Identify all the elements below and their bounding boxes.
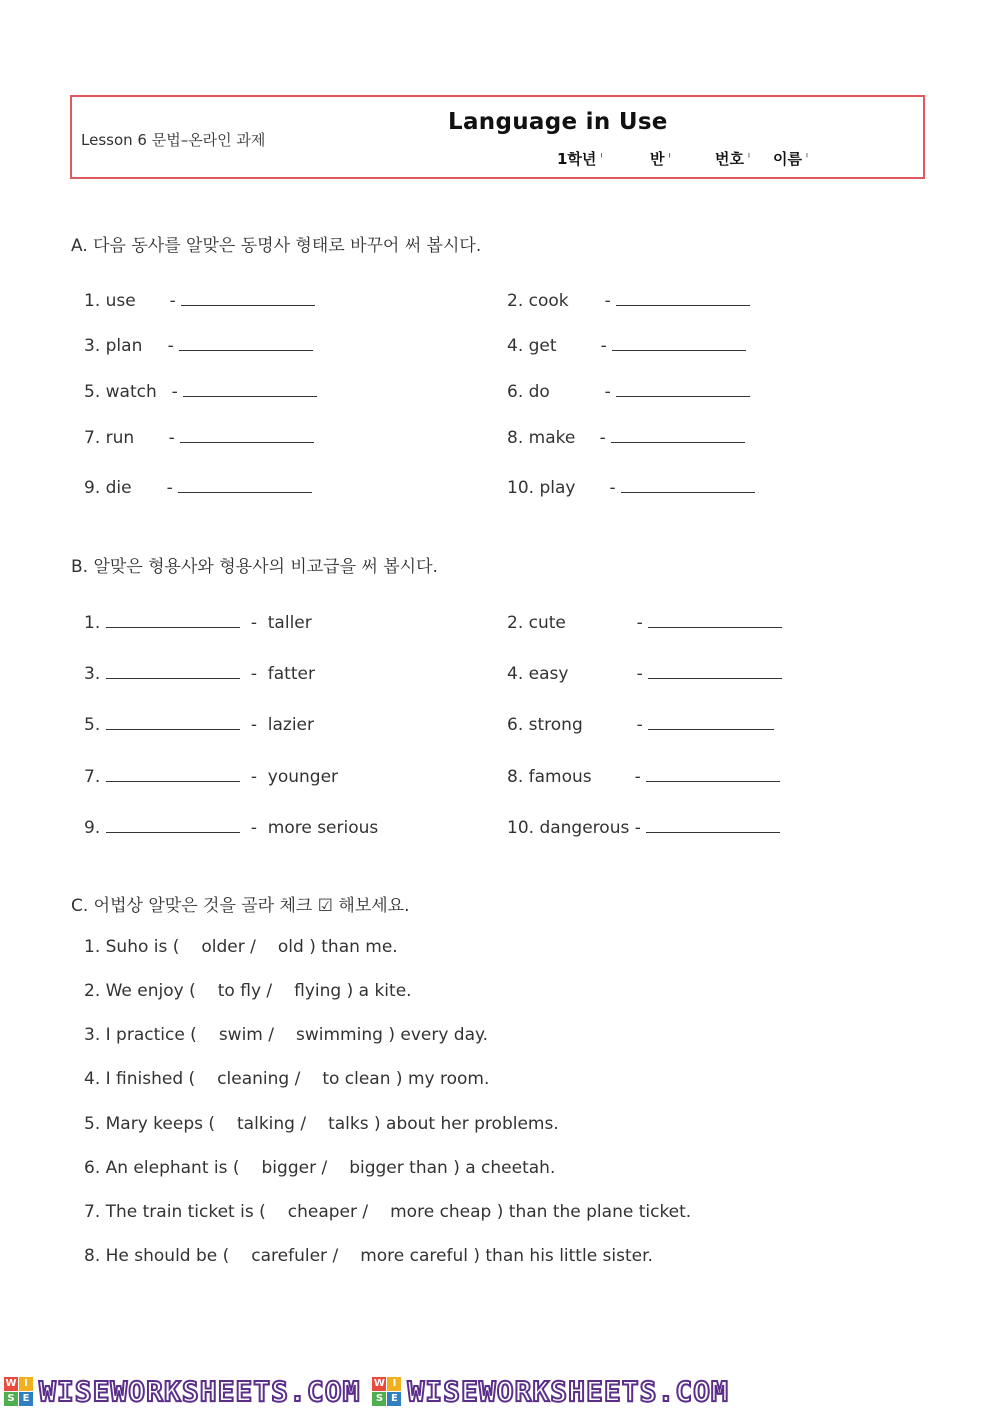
choice-option[interactable]: swimming [296,1025,383,1045]
section-a-item: 8. make - [507,426,745,448]
section-c-item: 7. The train ticket is ( cheaper / more cheap ) than the plane ticket. [84,1202,692,1222]
answer-blank[interactable] [106,816,240,833]
answer-blank[interactable] [183,380,317,397]
choice-option[interactable]: carefuler / [251,1246,339,1266]
answer-blank[interactable] [646,816,780,833]
section-a-item: 10. play - [507,476,755,498]
choice-option[interactable]: cleaning / [217,1069,301,1089]
section-c-item: 2. We enjoy ( to fly / flying ) a kite. [84,981,412,1001]
section-c-item: 3. I practice ( swim / swimming ) every day. [84,1025,489,1045]
answer-blank[interactable] [648,611,782,628]
answer-blank[interactable] [648,713,774,730]
answer-blank[interactable] [648,662,782,679]
header-box [70,95,925,179]
section-a-item: 3. plan - [84,334,313,356]
section-a-item: 1. use - [84,289,315,311]
choice-option[interactable]: bigger than [349,1158,448,1178]
section-c-item: 5. Mary keeps ( talking / talks ) about her problems. [84,1114,559,1134]
section-b-item: 8. famous - [507,765,780,787]
answer-blank[interactable] [616,380,750,397]
section-b-item: 10. dangerous - [507,816,780,838]
choice-option[interactable]: to fly / [217,981,273,1001]
section-c-item: 6. An elephant is ( bigger / bigger than ) a cheetah. [84,1158,556,1178]
page-title: Language in Use [448,109,668,135]
section-b-item: 2. cute - [507,611,782,633]
section-b-item: 5. - lazier [84,715,315,735]
section-b-item: 6. strong - [507,713,774,735]
number-field: 번호 $^ˡ$ [715,150,750,168]
section-a-title: A. 다음 동사를 알맞은 동명사 형태로 바꾸어 써 봅시다. [71,236,482,256]
section-b-item: 1. - taller [84,613,312,633]
answer-blank[interactable] [106,713,240,730]
answer-blank[interactable] [106,611,240,628]
answer-blank[interactable] [646,765,780,782]
section-c-title: C. 어법상 알맞은 것을 골라 체크 ☑ 해보세요. [71,896,410,916]
section-b-item: 4. easy - [507,662,782,684]
name-field: 이름 $^ˡ$ [773,150,808,168]
choice-option[interactable]: bigger / [261,1158,328,1178]
section-a-item: 7. run - [84,426,314,448]
answer-blank[interactable] [106,765,240,782]
brand-logo-icon: W I S E [372,1377,401,1406]
choice-option[interactable]: cheaper / [287,1202,369,1222]
choice-option[interactable]: more careful [360,1246,468,1266]
answer-blank[interactable] [178,476,312,493]
answer-blank[interactable] [180,426,314,443]
footer-watermark [0,1372,1000,1411]
section-a-item: 5. watch - [84,380,317,402]
section-c-item: 8. He should be ( carefuler / more careful ) than his little sister. [84,1246,653,1266]
answer-blank[interactable] [179,334,313,351]
section-b-item: 7. - younger [84,767,339,787]
brand-text: WISEWORKSHEETS.COM [39,1375,361,1408]
lesson-label: Lesson 6 문법–온라인 과제 [81,131,266,149]
answer-blank[interactable] [616,289,750,306]
choice-option[interactable]: to clean [322,1069,391,1089]
choice-option[interactable]: swim / [218,1025,275,1045]
class-field: 반 $^ˡ$ [650,150,671,168]
section-b-title: B. 알맞은 형용사와 형용사의 비교급을 써 봅시다. [71,557,438,577]
choice-option[interactable]: flying [294,981,342,1001]
section-a-item: 6. do - [507,380,750,402]
choice-option[interactable]: talks [328,1114,369,1134]
section-b-item: 3. - fatter [84,664,315,684]
brand-logo-icon: W I S E [4,1377,33,1406]
section-a-item: 4. get - [507,334,746,356]
answer-blank[interactable] [106,662,240,679]
section-c-item: 4. I finished ( cleaning / to clean ) my room. [84,1069,490,1089]
answer-blank[interactable] [612,334,746,351]
section-a-item: 2. cook - [507,289,750,311]
section-a-item: 9. die - [84,476,312,498]
section-c-item: 1. Suho is ( older / old ) than me. [84,937,398,957]
grade-field: 1학년 $^ˡ$ [557,150,603,168]
choice-option[interactable]: more cheap [390,1202,492,1222]
answer-blank[interactable] [181,289,315,306]
choice-option[interactable]: old [277,937,304,957]
choice-option[interactable]: older / [201,937,256,957]
answer-blank[interactable] [611,426,745,443]
answer-blank[interactable] [621,476,755,493]
choice-option[interactable]: talking / [237,1114,307,1134]
brand-text: WISEWORKSHEETS.COM [407,1375,729,1408]
section-b-item: 9. - more serious [84,818,379,838]
